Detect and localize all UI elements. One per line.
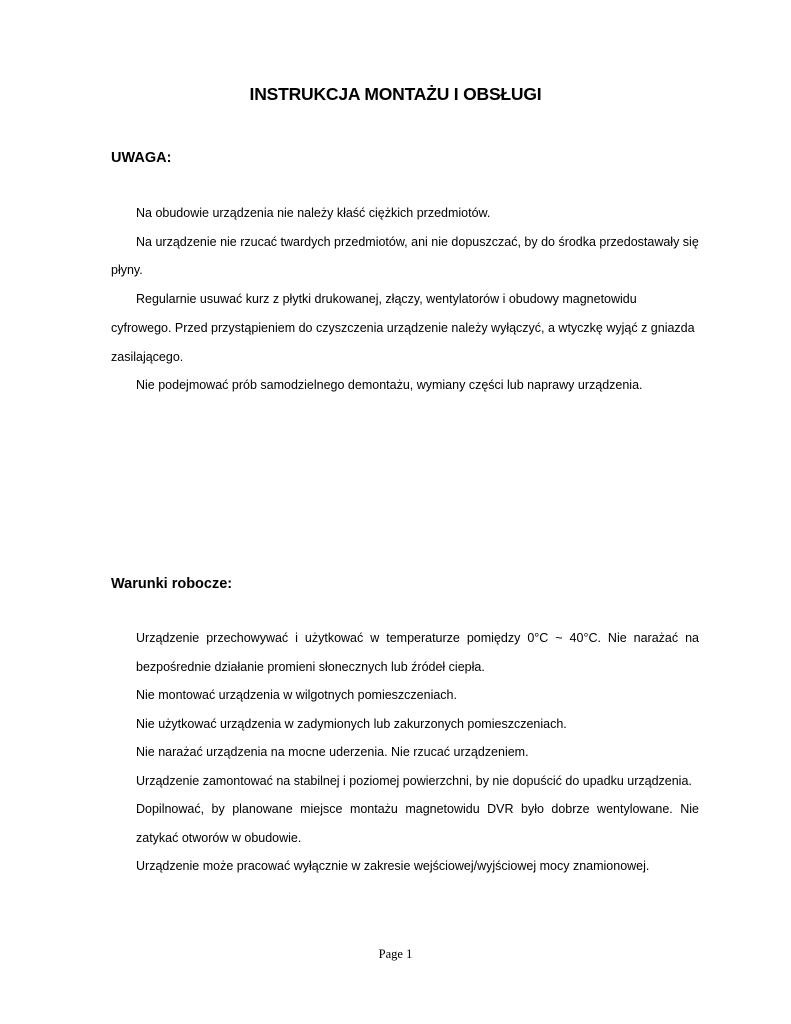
paragraph: Nie narażać urządzenia na mocne uderzenia. Nie rzucać urządzeniem. (136, 745, 529, 759)
paragraph: Na obudowie urządzenia nie należy kłaść ciężkich przedmiotów. (136, 206, 491, 220)
paragraph: Regularnie usuwać kurz z płytki drukowanej, złączy, wentylatorów i obudowy magnetowidu cyfrowego. Przed przystąpieniem do czyszczenia urządzenie należy wyłączyć, a wtyczkę wyjąć z gniazda zasilającego. (111, 292, 695, 364)
section-body-warunki (111, 624, 699, 881)
paragraph: Urządzenie zamontować na stabilnej i poziomej powierzchni, by nie dopuścić do upadku urządzenia. (136, 773, 692, 788)
page-number: Page 1 (378, 947, 413, 961)
paragraph: Na urządzenie nie rzucać twardych przedmiotów, ani nie dopuszczać, by do środka przedostawały się płyny. (111, 234, 699, 278)
paragraph: Nie podejmować prób samodzielnego demontażu, wymiany części lub naprawy urządzenia. (136, 378, 643, 393)
section-heading-warunki: Warunki robocze: (111, 576, 233, 592)
paragraph: Urządzenie może pracować wyłącznie w zakresie wejściowej/wyjściowej mocy znamionowej. (136, 859, 650, 873)
section-body-uwaga (111, 199, 699, 400)
paragraph: Urządzenie przechowywać i użytkować w temperaturze pomiędzy 0°C ~ 40°C. Nie narażać na bezpośrednie działanie promieni słonecznych lub źródeł ciepła. (136, 631, 699, 674)
paragraph: Nie montować urządzenia w wilgotnych pomieszczeniach. (136, 688, 457, 702)
paragraph: Dopilnować, by planowane miejsce montażu magnetowidu DVR było dobrze wentylowane. Nie zatykać otworów w obudowie. (136, 802, 699, 845)
section-heading-uwaga: UWAGA: (111, 150, 172, 166)
page-title: INSTRUKCJA MONTAŻU I OBSŁUGI (249, 84, 542, 104)
paragraph: Nie użytkować urządzenia w zadymionych lub zakurzonych pomieszczeniach. (136, 716, 567, 731)
